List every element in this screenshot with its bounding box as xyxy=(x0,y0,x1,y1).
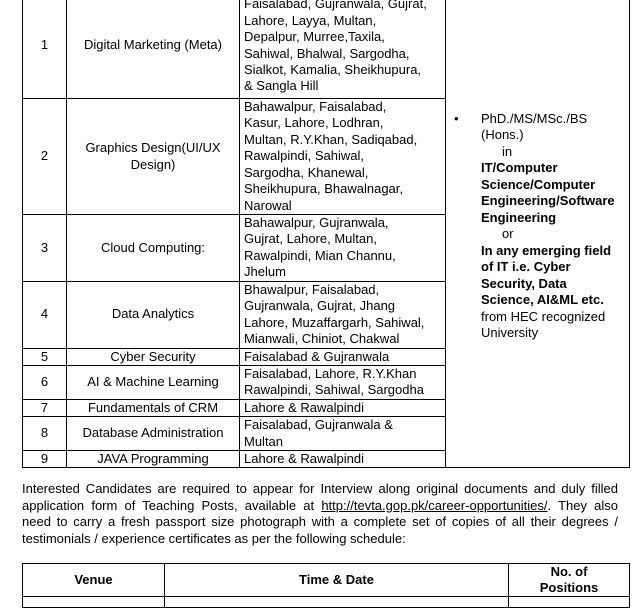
course-number: 2 xyxy=(23,99,67,215)
course-name: Graphics Design(UI/UX Design) xyxy=(67,99,240,215)
positions-header: No. of Positions xyxy=(509,564,630,597)
course-number: 7 xyxy=(23,399,67,416)
course-cities: Lahore & Rawalpindi xyxy=(240,451,446,468)
interview-instructions: Interested Candidates are required to appear for Interview along original documents and duly filled application form of Teaching Posts, available at http://tevta.gop.pk/career-opportunities/. They also need to carry a fresh passport size photograph with a complete set of copies of all their degrees / testimonials / experience certificates as per the following schedule: xyxy=(22,481,618,546)
course-number: 3 xyxy=(23,215,67,282)
course-number: 6 xyxy=(23,366,67,400)
course-number: 4 xyxy=(23,281,67,348)
course-cities: Lahore & Rawalpindi xyxy=(240,399,446,416)
qualification-cell xyxy=(446,0,630,468)
course-name: JAVA Programming xyxy=(67,451,240,468)
career-link[interactable]: http://tevta.gop.pk/career-opportunities/ xyxy=(321,497,548,513)
bullet: • xyxy=(454,110,459,126)
course-number: 8 xyxy=(23,417,67,451)
course-cities: Bhawalpur, Faisalabad, Gujranwala, Gujrat, Jhang Lahore, Muzaffargarh, Sahiwal, Mianwali, Chiniot, Chakwal xyxy=(240,281,446,348)
course-number: 9 xyxy=(23,451,67,468)
course-cities: Faisalabad & Gujranwala xyxy=(240,348,446,365)
course-cities: Faisalabad, Gujranwala, Gujrat, Lahore, Layya, Multan, Depalpur, Murree,Taxila, Sahiwal, Bhalwal, Sargodha, Sialkot, Kamalia, Sheikhupura, & Sangla Hill xyxy=(240,0,446,99)
course-cities: Faisalabad, Gujranwala & Multan xyxy=(240,417,446,451)
courses-table xyxy=(22,0,630,468)
schedule-row xyxy=(23,597,630,608)
qualification: • PhD./MS/MSc./BS (Hons.) in IT/Computer Science/Computer Engineering/Software Engineering or In any emerging field of IT i.e. Cyber Security, Data Science, AI&ML etc. from HEC recognized University xyxy=(454,110,615,341)
course-number: 5 xyxy=(23,348,67,365)
time-date-header: Time & Date xyxy=(165,564,509,597)
table-row xyxy=(23,0,630,99)
course-name: Database Administration xyxy=(67,417,240,451)
course-cities: Faisalabad, Lahore, R.Y.Khan Rawalpindi, Sahiwal, Sargodha xyxy=(240,366,446,400)
course-name: Data Analytics xyxy=(67,281,240,348)
course-name: AI & Machine Learning xyxy=(67,366,240,400)
course-number: 1 xyxy=(23,0,67,99)
course-name: Cloud Computing: xyxy=(67,215,240,282)
course-name: Cyber Security xyxy=(67,348,240,365)
course-cities: Bahawalpur, Faisalabad, Kasur, Lahore, Lodhran, Multan, R.Y.Khan, Sadiqabad, Rawalpindi, Sahiwal, Sargodha, Khanewal, Sheikhupura, Bhawalnagar, Narowal xyxy=(240,99,446,215)
schedule-header-row xyxy=(23,564,630,597)
course-name: Digital Marketing (Meta) xyxy=(67,0,240,99)
venue-header: Venue xyxy=(23,564,165,597)
course-cities: Bahawalpur, Gujranwala, Gujrat, Lahore, Multan, Rawalpindi, Mian Channu, Jhelum xyxy=(240,215,446,282)
schedule-table xyxy=(22,563,630,608)
course-name: Fundamentals of CRM xyxy=(67,399,240,416)
